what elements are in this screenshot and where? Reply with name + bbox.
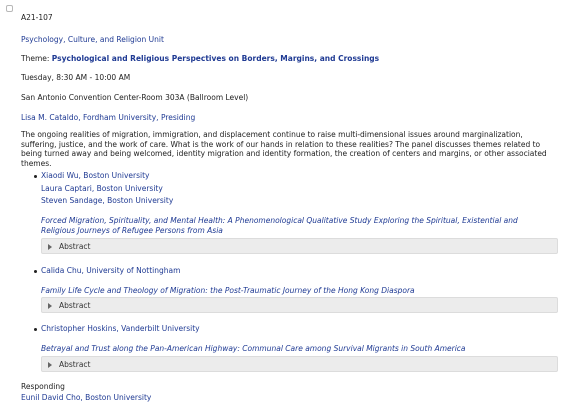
theme-title-link[interactable]: Psychological and Religious Perspectives on Borders, Margins, and Crossings: [51, 54, 380, 63]
responding-label: Responding: [21, 382, 65, 391]
abstract-label: Abstract: [59, 301, 91, 310]
disclosure-triangle-icon: [48, 244, 52, 250]
presentation-title-link[interactable]: Forced Migration, Spirituality, and Mental Health: A Phenomenological Qualitative Study Exploring the Spiritual, Existential and Religious Journeys of Refugee Persons from Asia: [41, 216, 518, 235]
list-bullet: [34, 328, 37, 331]
abstract-label: Abstract: [59, 242, 91, 251]
presiding-link[interactable]: Lisa M. Cataldo, Fordham University, Presiding: [21, 113, 196, 122]
abstract-toggle[interactable]: [41, 238, 558, 254]
presenter-link[interactable]: Laura Captari, Boston University: [41, 184, 163, 193]
disclosure-triangle-icon: [48, 362, 52, 368]
disclosure-triangle-icon: [48, 303, 52, 309]
presenter-link[interactable]: Xiaodi Wu, Boston University: [41, 171, 150, 180]
list-bullet: [34, 175, 37, 178]
unit-link[interactable]: Psychology, Culture, and Religion Unit: [21, 35, 164, 44]
presentation-title-link[interactable]: Family Life Cycle and Theology of Migration: the Post-Traumatic Journey of the Hong Kong Diaspora: [41, 286, 415, 295]
theme-label: Theme:: [21, 54, 50, 63]
theme-line: [21, 54, 379, 64]
respondent-link[interactable]: Eunil David Cho, Boston University: [21, 393, 152, 402]
select-checkbox[interactable]: [6, 5, 13, 12]
abstract-label: Abstract: [59, 360, 91, 369]
abstract-toggle[interactable]: [41, 297, 558, 313]
presenter-link[interactable]: Calida Chu, University of Nottingham: [41, 266, 181, 275]
session-description: The ongoing realities of migration, immigration, and displacement continue to raise multi-dimensional issues around marginalization, suffering, justice, and the work of care. What is the work of our hands in relation to these realities? The panel discusses themes related to being turned away and being welcomed, identity migration and identity formation, the creation of centers and margins, or other associated themes.: [21, 130, 547, 168]
session-location: San Antonio Convention Center-Room 303A (Ballroom Level): [21, 93, 249, 102]
presenter-link[interactable]: Christopher Hoskins, Vanderbilt University: [41, 324, 200, 333]
list-bullet: [34, 270, 37, 273]
presenter-link[interactable]: Steven Sandage, Boston University: [41, 196, 174, 205]
session-id: A21-107: [21, 13, 53, 22]
session-time: Tuesday, 8:30 AM - 10:00 AM: [21, 73, 131, 82]
presentation-title-link[interactable]: Betrayal and Trust along the Pan-American Highway: Communal Care among Survival Migrants in South America: [41, 344, 466, 353]
abstract-toggle[interactable]: [41, 356, 558, 372]
